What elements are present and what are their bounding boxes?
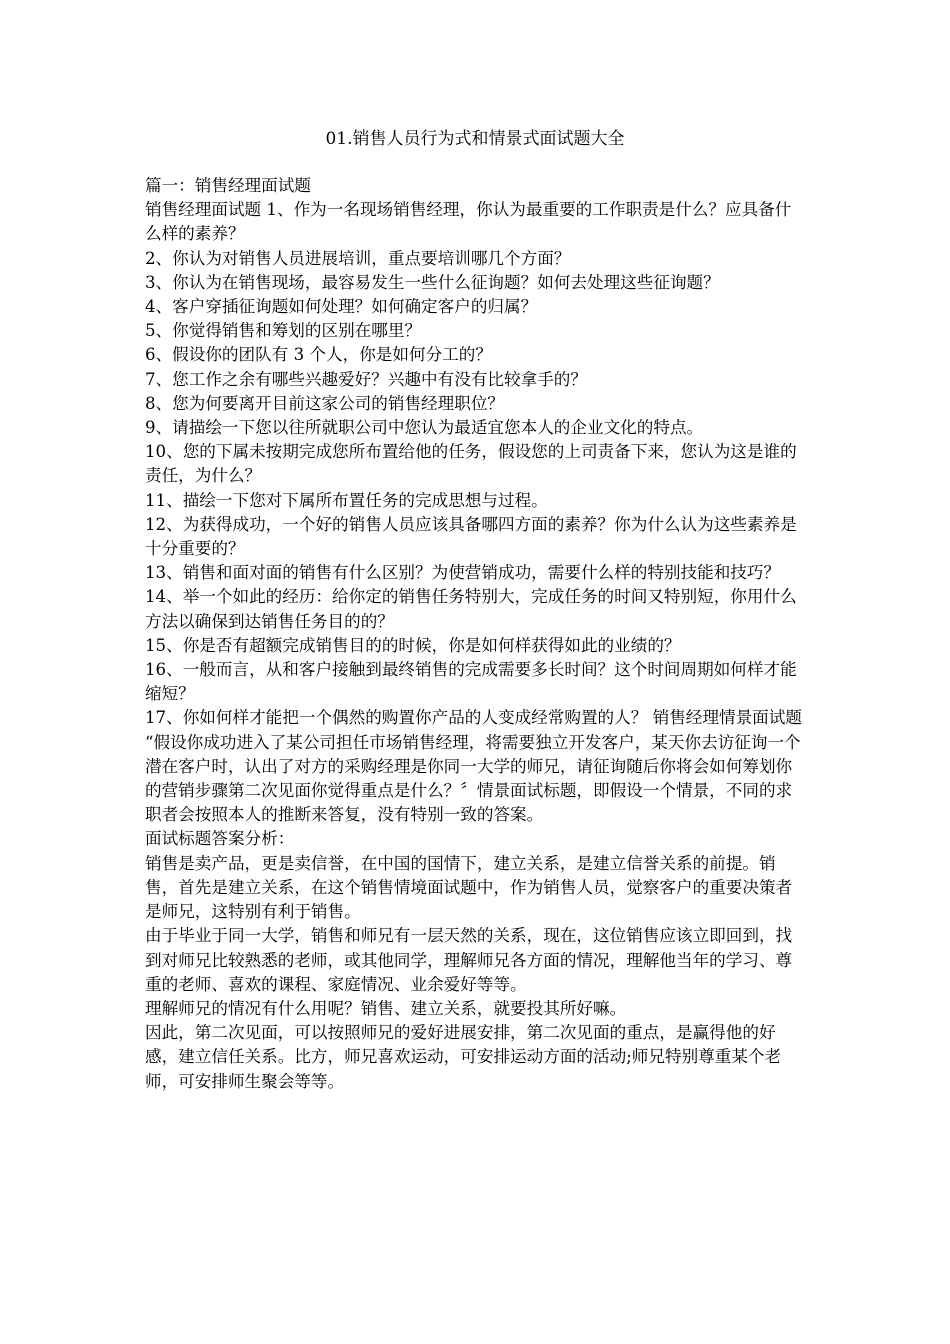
- document-title: 01.销售人员行为式和情景式面试题大全: [325, 129, 625, 149]
- question-2: 2、你认为对销售人员进展培训，重点要培训哪几个方面？: [145, 248, 571, 268]
- question-17: 17、你如何样才能把一个偶然的购置你产品的人变成经常购置的人？ 销售经理情景面试题: [145, 708, 802, 728]
- question-5: 5、你觉得销售和筹划的区别在哪里？: [145, 321, 422, 341]
- question-6: 6、假设你的团队有 3 个人，你是如何分工的？: [145, 345, 492, 365]
- analysis-paragraph-3: 理解师兄的情况有什么用呢？销售、建立关系，就要投其所好嘛。: [145, 998, 627, 1018]
- question-3: 3、你认为在销售现场，最容易发生一些什么征询题？如何去处理这些征询题？: [145, 272, 720, 292]
- question-8: 8、您为何要离开目前这家公司的销售经理职位？: [145, 393, 505, 413]
- analysis-paragraph-1: 销售是卖产品，更是卖信誉，在中国的国情下，建立关系，是建立信誉关系的前提。销售，首先是建立关系，在这个销售情境面试题中，作为销售人员，觉察客户的重要决策者是师兄，这特别有利于销售。: [145, 853, 793, 922]
- section-heading: 篇一：销售经理面试题: [145, 176, 311, 195]
- question-10: 10、您的下属未按期完成您所布置给他的任务，假设您的上司责备下来，您认为这是谁的责任，为什么？: [145, 442, 797, 486]
- question-15: 15、你是否有超额完成销售目的的时候，你是如何样获得如此的业绩的？: [145, 635, 681, 655]
- question-4: 4、客户穿插征询题如何处理？如何确定客户的归属？: [145, 297, 538, 317]
- question-13: 13、销售和面对面的销售有什么区别？为使营销成功，需要什么样的特别技能和技巧？: [145, 563, 781, 583]
- question-11: 11、描绘一下您对下属所布置任务的完成思想与过程。: [145, 490, 548, 510]
- answer-analysis-heading: 面试标题答案分析：: [145, 829, 295, 849]
- question-14: 14、举一个如此的经历：给你定的销售任务特别大，完成任务的时间又特别短，你用什么方法以确保到达销售任务目的的？: [145, 587, 797, 631]
- question-9: 9、请描绘一下您以往所就职公司中您认为最适宜您本人的企业文化的特点。: [145, 418, 704, 438]
- question-16: 16、一般而言，从和客户接触到最终销售的完成需要多长时间？这个时间周期如何样才能缩短？: [145, 660, 797, 704]
- document-body: [145, 174, 807, 1094]
- question-1: 销售经理面试题 1、作为一名现场销售经理，你认为最重要的工作职责是什么？应具备什么样的素养？: [145, 200, 792, 244]
- analysis-paragraph-2: 由于毕业于同一大学，销售和师兄有一层天然的关系，现在，这位销售应该立即回到，找到对师兄比较熟悉的老师，或其他同学，理解师兄各方面的情况，理解他当年的学习、尊重的老师、喜欢的课程、家庭情况、业余爱好等等。: [145, 926, 793, 994]
- analysis-paragraph-4: 因此，第二次见面，可以按照师兄的爱好进展安排，第二次见面的重点，是赢得他的好感，建立信任关系。比方，师兄喜欢运动，可安排运动方面的活动;师兄特别尊重某个老师，可安排师生聚会等等。: [145, 1023, 782, 1091]
- scenario-paragraph: “假设你成功进入了某公司担任市场销售经理，将需要独立开发客户，某天你去访征询一个潜在客户时，认出了对方的采购经理是你同一大学的师兄，请征询随后你将会如何筹划你的营销步骤第二次见面你觉得重点是什么？〞情景面试标题，即假设一个情景，不同的求职者会按照本人的推断来答复，没有特别一致的答案。: [145, 732, 801, 825]
- question-7: 7、您工作之余有哪些兴趣爱好？兴趣中有没有比较拿手的？: [145, 369, 587, 389]
- question-12: 12、为获得成功，一个好的销售人员应该具备哪四方面的素养？你为什么认为这些素养是十分重要的？: [145, 514, 797, 559]
